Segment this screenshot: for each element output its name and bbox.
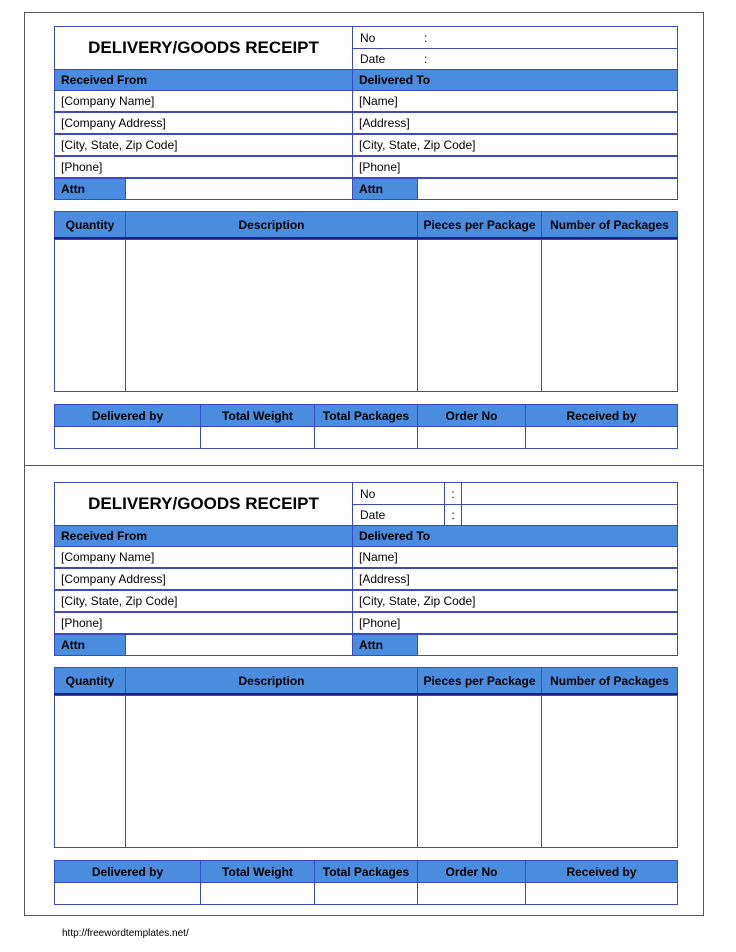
items-header-description: Description xyxy=(125,211,418,238)
receipt-date-label: Date xyxy=(360,52,386,66)
footer-cell-delivered-by[interactable] xyxy=(54,882,201,905)
footer-header-order-no: Order No xyxy=(417,860,526,883)
footer-header-received-by: Received by xyxy=(525,404,678,427)
from-city-state-zip[interactable]: [City, State, Zip Code] xyxy=(54,134,353,156)
footer-header-delivered-by: Delivered by xyxy=(54,404,201,427)
to-name[interactable]: [Name] xyxy=(352,546,678,568)
items-header-pieces-per-package: Pieces per Package xyxy=(417,667,542,694)
attn-left-label: Attn xyxy=(54,178,126,200)
footer-header-order-no: Order No xyxy=(417,404,526,427)
attn-left-field[interactable] xyxy=(125,634,353,656)
items-header-description: Description xyxy=(125,667,418,694)
receipt-form-2 xyxy=(54,482,678,922)
receipt-form-1 xyxy=(54,26,678,466)
footer-header-total-packages: Total Packages xyxy=(314,404,418,427)
items-cell-description[interactable] xyxy=(125,239,418,392)
from-company-address[interactable]: [Company Address] xyxy=(54,568,353,590)
footer-cell-order-no[interactable] xyxy=(417,426,526,449)
to-phone[interactable]: [Phone] xyxy=(352,156,678,178)
receipt-no-colon: : xyxy=(451,486,455,501)
to-address[interactable]: [Address] xyxy=(352,568,678,590)
receipt-no-field[interactable] xyxy=(461,482,678,505)
footer-header-total-weight: Total Weight xyxy=(200,404,315,427)
source-url: http://freewordtemplates.net/ xyxy=(62,928,189,939)
from-phone[interactable]: [Phone] xyxy=(54,612,353,634)
receipt-no-label: No xyxy=(360,486,376,501)
items-cell-description[interactable] xyxy=(125,695,418,848)
attn-right-field[interactable] xyxy=(417,634,678,656)
footer-cell-total-packages[interactable] xyxy=(314,882,418,905)
from-company-address[interactable]: [Company Address] xyxy=(54,112,353,134)
to-city-state-zip[interactable]: [City, State, Zip Code] xyxy=(352,590,678,612)
receipt-no-colon: : xyxy=(424,30,428,45)
receipt-date-colon: : xyxy=(451,508,455,522)
from-phone[interactable]: [Phone] xyxy=(54,156,353,178)
from-company-name[interactable]: [Company Name] xyxy=(54,546,353,568)
items-header-quantity: Quantity xyxy=(54,667,126,694)
items-cell-quantity[interactable] xyxy=(54,239,126,392)
attn-right-field[interactable] xyxy=(417,178,678,200)
items-cell-quantity[interactable] xyxy=(54,695,126,848)
from-company-name[interactable]: [Company Name] xyxy=(54,90,353,112)
items-header-pieces-per-package: Pieces per Package xyxy=(417,211,542,238)
attn-left-field[interactable] xyxy=(125,178,353,200)
items-cell-packages[interactable] xyxy=(541,695,678,848)
receipt-title: DELIVERY/GOODS RECEIPT xyxy=(54,26,353,70)
footer-cell-total-weight[interactable] xyxy=(200,882,315,905)
receipt-date-colon: : xyxy=(424,52,428,66)
delivered-to-header: Delivered To xyxy=(352,525,678,547)
to-phone[interactable]: [Phone] xyxy=(352,612,678,634)
receipt-title: DELIVERY/GOODS RECEIPT xyxy=(54,482,353,526)
attn-right-label: Attn xyxy=(352,634,418,656)
received-from-header: Received From xyxy=(54,69,353,91)
footer-cell-received-by[interactable] xyxy=(525,882,678,905)
footer-header-total-packages: Total Packages xyxy=(314,860,418,883)
items-header-number-of-packages: Number of Packages xyxy=(541,211,678,238)
items-cell-pieces[interactable] xyxy=(417,695,542,848)
items-cell-packages[interactable] xyxy=(541,239,678,392)
items-header-number-of-packages: Number of Packages xyxy=(541,667,678,694)
footer-cell-total-weight[interactable] xyxy=(200,426,315,449)
attn-left-label: Attn xyxy=(54,634,126,656)
to-address[interactable]: [Address] xyxy=(352,112,678,134)
footer-cell-order-no[interactable] xyxy=(417,882,526,905)
items-cell-pieces[interactable] xyxy=(417,239,542,392)
from-city-state-zip[interactable]: [City, State, Zip Code] xyxy=(54,590,353,612)
receipt-no-label: No xyxy=(360,30,376,45)
items-header-quantity: Quantity xyxy=(54,211,126,238)
received-from-header: Received From xyxy=(54,525,353,547)
receipt-date-label: Date xyxy=(360,508,386,522)
delivered-to-header: Delivered To xyxy=(352,69,678,91)
footer-cell-total-packages[interactable] xyxy=(314,426,418,449)
to-city-state-zip[interactable]: [City, State, Zip Code] xyxy=(352,134,678,156)
footer-header-received-by: Received by xyxy=(525,860,678,883)
footer-cell-received-by[interactable] xyxy=(525,426,678,449)
footer-header-total-weight: Total Weight xyxy=(200,860,315,883)
receipt-date-field[interactable] xyxy=(461,504,678,526)
to-name[interactable]: [Name] xyxy=(352,90,678,112)
footer-header-delivered-by: Delivered by xyxy=(54,860,201,883)
attn-right-label: Attn xyxy=(352,178,418,200)
footer-cell-delivered-by[interactable] xyxy=(54,426,201,449)
